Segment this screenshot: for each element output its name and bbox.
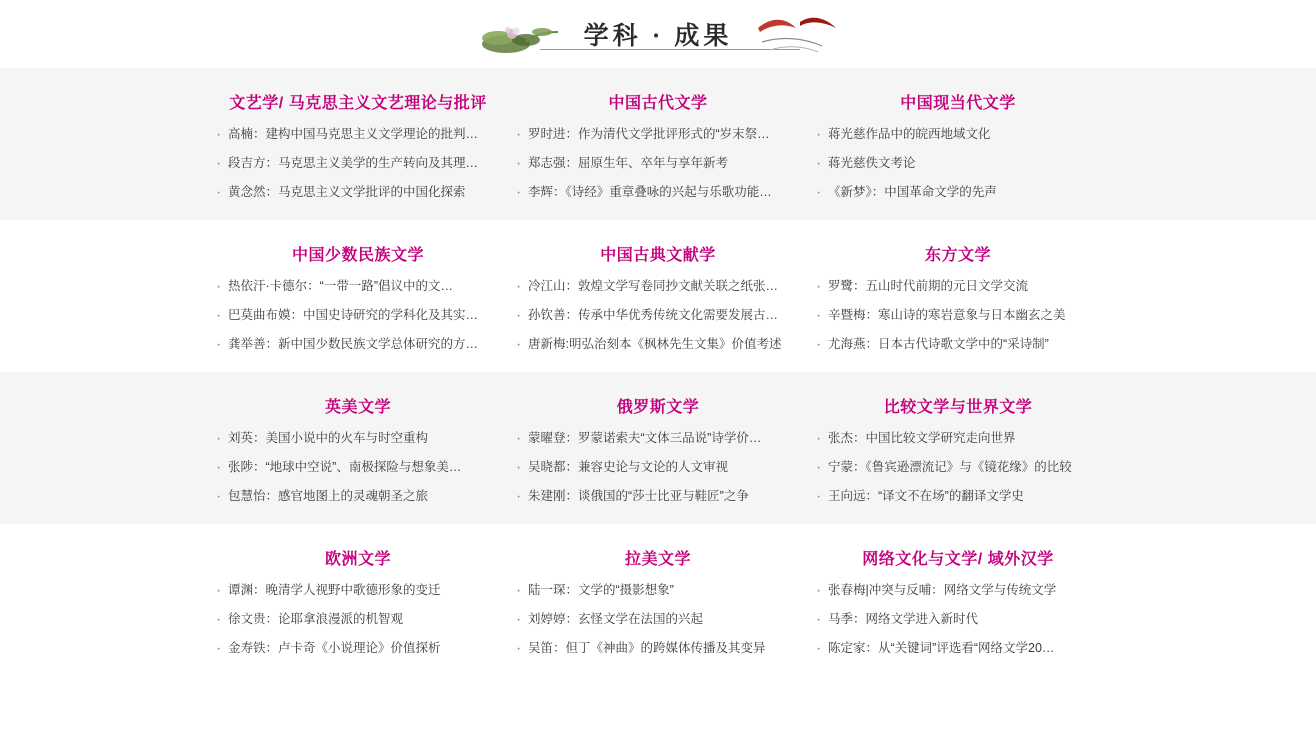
banner-inner — [488, 6, 828, 62]
discipline-title[interactable]: 比较文学与世界文学 — [883, 399, 1033, 416]
list-item[interactable]: · 张春梅|冲突与反哺：网络文学与传统文学 — [814, 583, 1096, 598]
article-list — [814, 127, 1102, 200]
list-item[interactable]: · 冷江山：敦煌文学写卷同抄文献关联之纸张… — [514, 279, 796, 294]
list-item[interactable]: · 宁蒙：《鲁宾逊漂流记》与《镜花缘》的比较 — [814, 460, 1096, 475]
discipline-title[interactable]: 中国古典文献学 — [600, 247, 716, 264]
list-item[interactable]: · 陆一琛：文学的“摄影想象” — [514, 583, 796, 598]
discipline-column — [508, 236, 808, 354]
discipline-column — [808, 84, 1108, 202]
list-item[interactable]: · 辛暨梅：寒山诗的寒岩意象与日本幽玄之美 — [814, 308, 1096, 323]
article-list — [514, 279, 802, 352]
list-item[interactable]: · 谭渊：晚清学人视野中歌德形象的变迁 — [214, 583, 496, 598]
section-band — [0, 68, 1316, 220]
discipline-title[interactable]: 网络文化与文学/ 域外汉学 — [862, 551, 1054, 568]
list-item[interactable]: · 李辉：《诗经》重章叠咏的兴起与乐歌功能… — [514, 185, 796, 200]
article-list — [214, 127, 502, 200]
list-item[interactable]: · 张杰：中国比较文学研究走向世界 — [814, 431, 1096, 446]
list-item[interactable]: · 刘婷婷：玄怪文学在法国的兴起 — [514, 612, 796, 627]
section-band — [0, 220, 1316, 372]
list-item[interactable]: · 高楠：建构中国马克思主义文学理论的批判… — [214, 127, 496, 142]
list-item[interactable]: · 徐文贵：论耶拿浪漫派的机智观 — [214, 612, 496, 627]
discipline-column — [508, 540, 808, 658]
discipline-column — [208, 84, 508, 202]
discipline-title[interactable]: 俄罗斯文学 — [616, 399, 700, 416]
list-item[interactable]: · 张陟：“地球中空说”、南极探险与想象美… — [214, 460, 496, 475]
discipline-column — [208, 236, 508, 354]
discipline-column — [808, 540, 1108, 658]
article-list — [814, 279, 1102, 352]
article-list — [514, 431, 802, 504]
page-title: 学科 · 成果 — [583, 23, 733, 50]
list-item[interactable]: · 孙钦善：传承中华优秀传统文化需要发展古… — [514, 308, 796, 323]
list-item[interactable]: · 罗鹭：五山时代前期的元日文学交流 — [814, 279, 1096, 294]
sections-grid — [0, 68, 1316, 676]
article-list — [214, 583, 502, 656]
list-item[interactable]: · 《新梦》：中国革命文学的先声 — [814, 185, 1096, 200]
list-item[interactable]: · 金寿铁：卢卡奇《小说理论》价值探析 — [214, 641, 496, 656]
article-list — [514, 583, 802, 656]
section-band-inner — [208, 372, 1108, 524]
list-item[interactable]: · 马季：网络文学进入新时代 — [814, 612, 1096, 627]
discipline-column — [208, 388, 508, 506]
discipline-title[interactable]: 中国少数民族文学 — [291, 247, 424, 264]
list-item[interactable]: · 蒋光慈作品中的皖西地域文化 — [814, 127, 1096, 142]
list-item[interactable]: · 唐新梅:明弘治刻本《枫林先生文集》价值考述 — [514, 337, 796, 352]
list-item[interactable]: · 吴笛：但丁《神曲》的跨媒体传播及其变异 — [514, 641, 796, 656]
list-item[interactable]: · 刘英：美国小说中的火车与时空重构 — [214, 431, 496, 446]
article-list — [814, 431, 1102, 504]
list-item[interactable]: · 王向远：“译文不在场”的翻译文学史 — [814, 489, 1096, 504]
list-item[interactable]: · 龚举善：新中国少数民族文学总体研究的方… — [214, 337, 496, 352]
section-band-inner — [208, 524, 1108, 676]
article-list — [814, 583, 1102, 656]
discipline-title[interactable]: 英美文学 — [324, 399, 391, 416]
section-band — [0, 372, 1316, 524]
list-item[interactable]: · 包慧怡：感官地图上的灵魂朝圣之旅 — [214, 489, 496, 504]
article-list — [214, 431, 502, 504]
section-band-inner — [208, 220, 1108, 372]
list-item[interactable]: · 罗时进：作为清代文学批评形式的“岁末祭… — [514, 127, 796, 142]
discipline-column — [508, 84, 808, 202]
red-brush-stroke-icon — [752, 12, 842, 56]
discipline-title[interactable]: 拉美文学 — [624, 551, 691, 568]
list-item[interactable]: · 黄念然：马克思主义文学批评的中国化探索 — [214, 185, 496, 200]
article-list — [214, 279, 502, 352]
lotus-leaves-icon — [480, 18, 590, 58]
list-item[interactable]: · 巴莫曲布嫫：中国史诗研究的学科化及其实… — [214, 308, 496, 323]
article-list — [514, 127, 802, 200]
list-item[interactable]: · 段吉方：马克思主义美学的生产转向及其理… — [214, 156, 496, 171]
list-item[interactable]: · 蒋光慈佚文考论 — [814, 156, 1096, 171]
list-item[interactable]: · 朱建刚：谈俄国的“莎士比亚与鞋匠”之争 — [514, 489, 796, 504]
discipline-title[interactable]: 欧洲文学 — [324, 551, 391, 568]
discipline-column — [208, 540, 508, 658]
discipline-column — [808, 236, 1108, 354]
page-banner — [0, 0, 1316, 68]
discipline-title[interactable]: 东方文学 — [924, 247, 991, 264]
list-item[interactable]: · 蒙曜登：罗蒙诺索夫“文体三品说”诗学价… — [514, 431, 796, 446]
discipline-title[interactable]: 文艺学/ 马克思主义文艺理论与批评 — [229, 95, 487, 112]
discipline-column — [808, 388, 1108, 506]
list-item[interactable]: · 尤海燕：日本古代诗歌文学中的“采诗制” — [814, 337, 1096, 352]
section-band — [0, 524, 1316, 676]
discipline-title[interactable]: 中国古代文学 — [608, 95, 708, 112]
list-item[interactable]: · 吴晓都：兼容史论与文论的人文审视 — [514, 460, 796, 475]
list-item[interactable]: · 陈定家：从“关键词”评选看“网络文学20… — [814, 641, 1096, 656]
section-band-inner — [208, 68, 1108, 220]
discipline-column — [508, 388, 808, 506]
list-item[interactable]: · 郑志强：屈原生年、卒年与享年新考 — [514, 156, 796, 171]
list-item[interactable]: · 热依汗·卡德尔：“一带一路”倡议中的文… — [214, 279, 496, 294]
discipline-title[interactable]: 中国现当代文学 — [900, 95, 1016, 112]
